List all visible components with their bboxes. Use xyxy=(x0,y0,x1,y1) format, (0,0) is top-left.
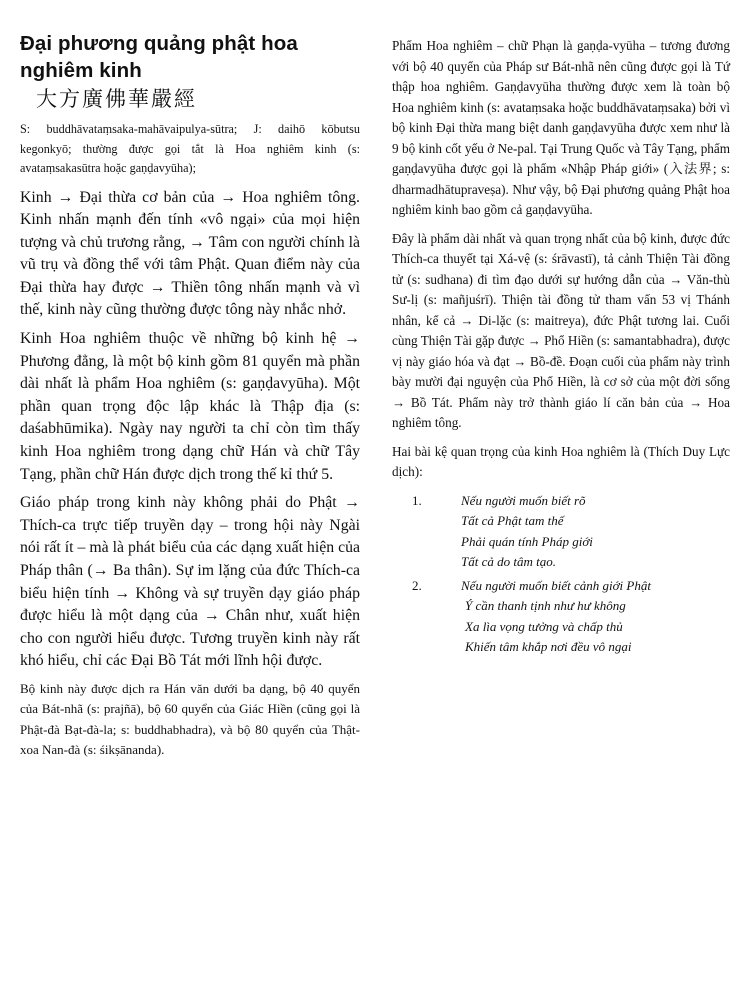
verse-2-line-1 xyxy=(392,576,730,597)
entry-meta: S: buddhāvataṃsaka-mahāvaipulya-sūtra; J: daihō kōbutsu kegonkyō; thường được gọi tắt là Hoa nghiêm kinh (s: avataṃsakasūtra hoặc gaṇḍavyūha); xyxy=(20,122,360,175)
left-column xyxy=(20,30,360,767)
right-paragraph-3: Hai bài kệ quan trọng của kinh Hoa nghiêm là (Thích Duy Lực dịch): xyxy=(392,443,730,479)
verse-line: Nếu người muốn biết rõ xyxy=(461,492,586,508)
entry-title: Đại phương quảng phật hoa nghiêm kinh xyxy=(20,32,298,82)
verse-1-line-4: Tất cả do tâm tạo. xyxy=(461,554,556,569)
verse-line: Nếu người muốn biết cảnh giới Phật xyxy=(461,577,651,593)
left-paragraph-1: Kinh → Đại thừa cơ bản của → Hoa nghiêm tông. Kinh nhấn mạnh đến tính «vô ngại» của mọi hiện tượng và chủ trương rằng, → Tâm con người chính là vũ trụ và đồng thể với tâm Phật. Quan điểm này của Đại thừa hay được → Thiền tông nhấn mạnh và vì thế, kinh này cũng thường được tông này nhắc nhở. xyxy=(20,188,360,319)
verse-1-line-3: Phải quán tính Pháp giới xyxy=(461,533,593,549)
right-paragraph-1: Phẩm Hoa nghiêm – chữ Phạn là gaṇḍa-vyūha – tương đương với bộ 40 quyển của Pháp sư Bát-nhã nên cũng được gọi là Tứ thập hoa nghiêm. Gaṇḍavyūha thường được xem là toàn bộ Hoa nghiêm kinh (s: avataṃsaka hoặc buddhāvataṃsaka) bởi vì bộ kinh Đại thừa mang biệt danh gaṇḍavyūha được xem như là 9 bộ kinh cốt yếu ở Ne-pal. Tại Trung Quốc và Tây Tạng, phẩm gaṇḍavyūha được gọi là phẩm «Nhập Pháp giới» (入法界; s: dharmadhātupraveṣa). Như vậy, bộ Đại phương quảng Phật hoa nghiêm kinh bao gồm cả gaṇḍavyūha. xyxy=(392,38,730,217)
verse-2-line-4: Khiến tâm khắp nơi đều vô ngại xyxy=(465,639,632,654)
verse-1-number: 1. xyxy=(412,492,422,508)
right-column xyxy=(392,36,730,658)
verse-2-number: 2. xyxy=(412,577,422,593)
right-paragraph-2: Đây là phẩm dài nhất và quan trọng nhất của bộ kinh, được đức Thích-ca thuyết tại Xá-vệ (s: śrāvastī), tả cảnh Thiện Tài đồng tử (s: sudhana) đi tìm đạo dưới sự hướng dẫn của → Văn-thù Sư-lị (s: mañjuśrī). Thiện tài đồng tử tham vấn 53 vị Thánh nhân, kể cả → Di-lặc (s: maitreya), đức Phật tương lai. Cuối cùng Thiện Tài gặp được → Phổ Hiền (s: samantabhadra), được vị này giáo hóa và đạt → Bồ-đề. Đoạn cuối của phẩm này trình bày mười đại nguyện của Phổ Hiền, là cơ sở của một đời sống → Bồ Tát. Phẩm này trở thành giáo lí căn bản của → Hoa nghiêm tông. xyxy=(392,230,730,430)
entry-title-chinese: 大方廣佛華嚴經 xyxy=(36,87,197,111)
verse-2-line-2: Ý cần thanh tịnh như hư không xyxy=(465,598,626,613)
verse-list xyxy=(392,491,730,658)
left-paragraph-2: Kinh Hoa nghiêm thuộc về những bộ kinh hệ → Phương đẳng, là một bộ kinh gồm 81 quyển mà phần dài nhất là phẩm Hoa nghiêm (s: gaṇḍavyūha). Một phần quan trọng độc lập khác là Thập địa (s: daśabhūmika). Ngày nay người ta chỉ còn tìm thấy kinh Hoa nghiêm trong dạng chữ Hán và chữ Tây Tạng, phần chữ Hán được dịch trong thế kỉ thứ 5. xyxy=(20,330,360,483)
left-paragraph-4: Bộ kinh này được dịch ra Hán văn dưới ba dạng, bộ 40 quyển của Bát-nhã (s: prajñā), bộ 60 quyển của Giác Hiền (cũng gọi là Phật-đà Bạt-đà-la; s: buddhabhadra), và bộ 80 quyển của Thật-xoa Nan-đà (s: śikṣānanda). xyxy=(20,680,360,758)
verse-1-line-2: Tất cả Phật tam thế xyxy=(461,513,564,528)
verse-1-line-1 xyxy=(392,491,730,512)
left-paragraph-3: Giáo pháp trong kinh này không phải do Phật → Thích-ca trực tiếp truyền dạy – trong hội này Ngài nói rất ít – mà là phát biểu của các dạng xuất hiện của Pháp thân (→ Ba thân). Sự im lặng của đức Thích-ca biểu hiện tính → Không và sự truyền dạy giáo pháp được hiểu là một dạng của → Chân như, xuất hiện cho con người hiểu được. Tương truyền kinh này rất khó hiểu, chỉ các Đại Bồ Tát mới lĩnh hội được. xyxy=(20,494,360,670)
verse-2-line-3: Xa lìa vọng tưởng và chấp thủ xyxy=(465,618,623,634)
